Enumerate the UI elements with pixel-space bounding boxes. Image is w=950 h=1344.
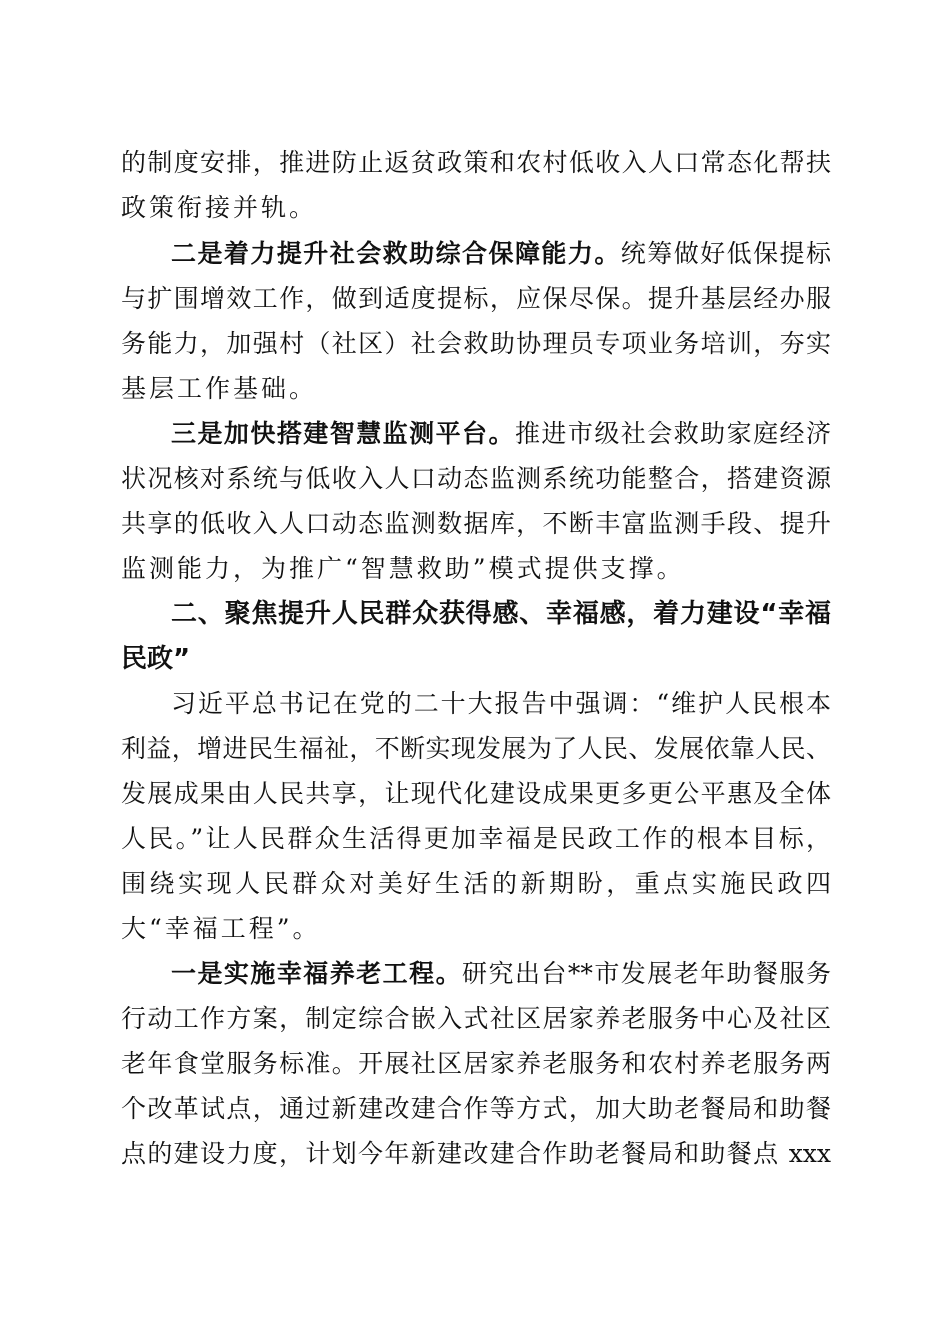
- text-line: 点的建设力度，计划今年新建改建合作助老餐局和助餐点 xxx: [121, 1139, 831, 1168]
- text-line: 利益，增进民生福祉，不断实现发展为了人民、发展依靠人民、: [121, 734, 831, 763]
- paragraph-lead: 一是实施幸福养老工程。: [171, 959, 463, 988]
- text-line: 行动工作方案，制定综合嵌入式社区居家养老服务中心及社区: [121, 1004, 831, 1033]
- text-line: 个改革试点，通过新建改建合作等方式，加大助老餐局和助餐: [121, 1094, 831, 1123]
- paragraph-line: [171, 239, 831, 269]
- paragraph-line: [171, 959, 831, 989]
- text-line: 与扩围增效工作，做到适度提标，应保尽保。提升基层经办服: [121, 284, 831, 313]
- paragraph-lead: 二是着力提升社会救助综合保障能力。: [171, 239, 621, 268]
- text-line: 监测能力，为推广“智慧救助”模式提供支撑。: [121, 554, 685, 583]
- paragraph-lead: 三是加快搭建智慧监测平台。: [171, 419, 515, 448]
- text-span: 研究出台**市发展老年助餐服务: [462, 959, 831, 988]
- text-span: 统筹做好低保提标: [620, 239, 831, 268]
- text-line: 围绕实现人民群众对美好生活的新期盼，重点实施民政四: [121, 869, 831, 898]
- text-line: 大“幸福工程”。: [121, 914, 321, 943]
- text-line: 的制度安排，推进防止返贫政策和农村低收入人口常态化帮扶: [121, 148, 831, 177]
- section-heading-cont: 民政”: [121, 644, 191, 674]
- text-line: 基层工作基础。: [121, 374, 318, 403]
- text-line: 老年食堂服务标准。开展社区居家养老服务和农村养老服务两: [121, 1049, 831, 1078]
- text-line: 人民。”让人民群众生活得更加幸福是民政工作的根本目标，: [121, 824, 831, 853]
- text-line: 状况核对系统与低收入人口动态监测系统功能整合，搭建资源: [121, 464, 831, 493]
- text-line: 发展成果由人民共享，让现代化建设成果更多更公平惠及全体: [121, 779, 831, 808]
- text-line: 共享的低收入人口动态监测数据库，不断丰富监测手段、提升: [121, 509, 831, 538]
- text-line: 习近平总书记在党的二十大报告中强调：“维护人民根本: [171, 689, 831, 718]
- text-span: 推进市级社会救助家庭经济: [514, 419, 831, 448]
- section-heading: 二、聚焦提升人民群众获得感、幸福感，着力建设“幸福: [171, 599, 831, 629]
- text-line: 务能力，加强村（社区）社会救助协理员专项业务培训，夯实: [121, 329, 831, 358]
- paragraph-line: [171, 419, 831, 449]
- text-line: 政策衔接并轨。: [121, 193, 318, 222]
